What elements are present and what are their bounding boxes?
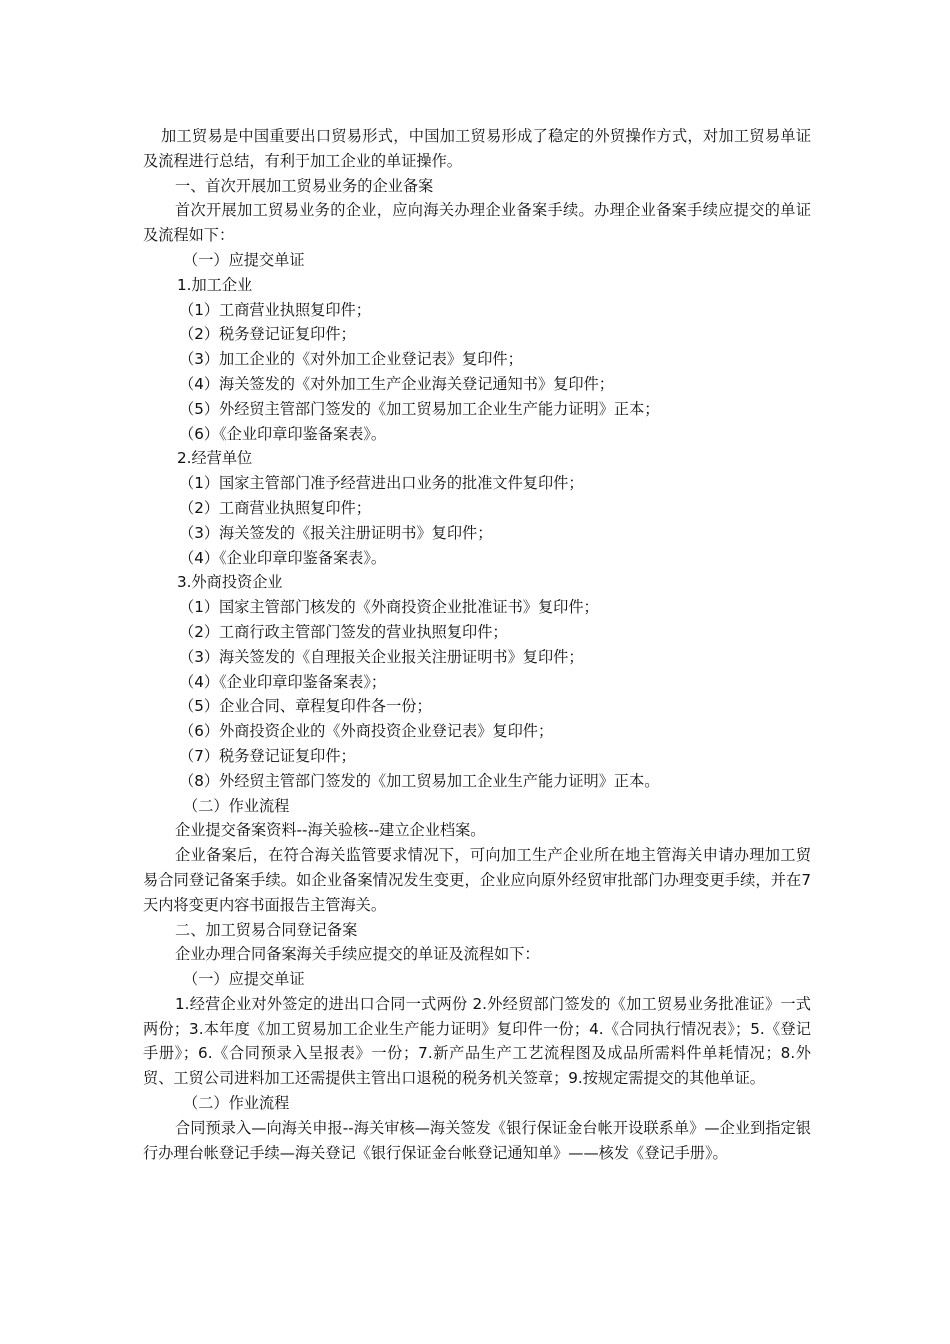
s2-flow-paragraph: 合同预录入—向海关申报--海关审核—海关签发《银行保证金台帐开设联系单》—企业到指定银行办理台帐登记手续—海关登记《银行保证金台帐登记通知单》——核发《登记手册》。: [143, 1118, 811, 1162]
list-item: （2）税务登记证复印件；: [179, 325, 356, 344]
list-item: （2）工商行政主管部门签发的营业执照复印件；: [179, 622, 508, 641]
s1-subheading-docs: （一）应提交单证: [183, 250, 305, 269]
list-item: （3）海关签发的《报关注册证明书》复印件；: [179, 523, 493, 542]
section2-heading: 二、加工贸易合同登记备案: [175, 920, 358, 939]
list-item: （1）国家主管部门核发的《外商投资企业批准证书》复印件；: [179, 598, 599, 617]
list-item: （5）企业合同、章程复印件各一份；: [179, 697, 432, 716]
list-item: （1）国家主管部门准予经营进出口业务的批准文件复印件；: [179, 474, 584, 493]
section2-intro: 企业办理合同备案海关手续应提交的单证及流程如下：: [175, 945, 540, 964]
list-item: （4）《企业印章印鉴备案表》；: [179, 672, 387, 691]
s1-note-paragraph: 企业备案后，在符合海关监管要求情况下，可向加工生产企业所在地主管海关申请办理加工贸易合同登记备案手续。如企业备案情况发生变更，企业应向原外经贸审批部门办理变更手续，并在7天内将变更内容书面报告主管海关。: [143, 846, 811, 914]
list-item: （2）工商营业执照复印件；: [179, 498, 371, 517]
list-item: （1）工商营业执照复印件；: [179, 300, 371, 319]
s1-flow-text: 企业提交备案资料--海关验核--建立企业档案。: [175, 821, 486, 840]
list-item: （3）加工企业的《对外加工企业登记表》复印件；: [179, 350, 523, 369]
list-item: （4）海关签发的《对外加工生产企业海关登记通知书》复印件；: [179, 374, 614, 393]
group1-title: 1.加工企业: [177, 275, 253, 294]
group3-title: 3.外商投资企业: [177, 573, 283, 592]
list-item: （8）外经贸主管部门签发的《加工贸易加工企业生产能力证明》正本。: [179, 771, 660, 790]
group2-title: 2.经营单位: [177, 449, 253, 468]
section1-heading: 一、首次开展加工贸易业务的企业备案: [175, 176, 434, 195]
list-item: （4）《企业印章印鉴备案表》。: [179, 548, 387, 567]
s1-subheading-flow: （二）作业流程: [183, 796, 290, 815]
list-item: （7）税务登记证复印件；: [179, 746, 356, 765]
list-item: （6）外商投资企业的《外商投资企业登记表》复印件；: [179, 722, 554, 741]
list-item: （5）外经贸主管部门签发的《加工贸易加工企业生产能力证明》正本；: [179, 399, 660, 418]
intro-paragraph: 加工贸易是中国重要出口贸易形式，中国加工贸易形成了稳定的外贸操作方式，对加工贸易单证及流程进行总结，有利于加工企业的单证操作。: [143, 127, 811, 170]
document-body: [143, 124, 811, 1165]
s2-subheading-docs: （一）应提交单证: [183, 970, 305, 989]
s2-docs-paragraph: 1.经营企业对外签定的进出口合同一式两份 2.外经贸部门签发的《加工贸易业务批准证》一式两份；3.本年度《加工贸易加工企业生产能力证明》复印件一份；4.《合同执行情况表》；5.《登记手册》；6.《合同预录入呈报表》一份；7.新产品生产工艺流程图及成品所需料件单耗情况；8.外贸、工贸公司进料加工还需提供主管出口退税的税务机关签章；9.按规定需提交的其他单证。: [143, 994, 811, 1088]
s2-subheading-flow: （二）作业流程: [183, 1094, 290, 1113]
list-item: （3）海关签发的《自理报关企业报关注册证明书》复印件；: [179, 647, 584, 666]
list-item: （6）《企业印章印鉴备案表》。: [179, 424, 387, 443]
section1-intro: 首次开展加工贸易业务的企业，应向海关办理企业备案手续。办理企业备案手续应提交的单证及流程如下：: [143, 201, 811, 245]
